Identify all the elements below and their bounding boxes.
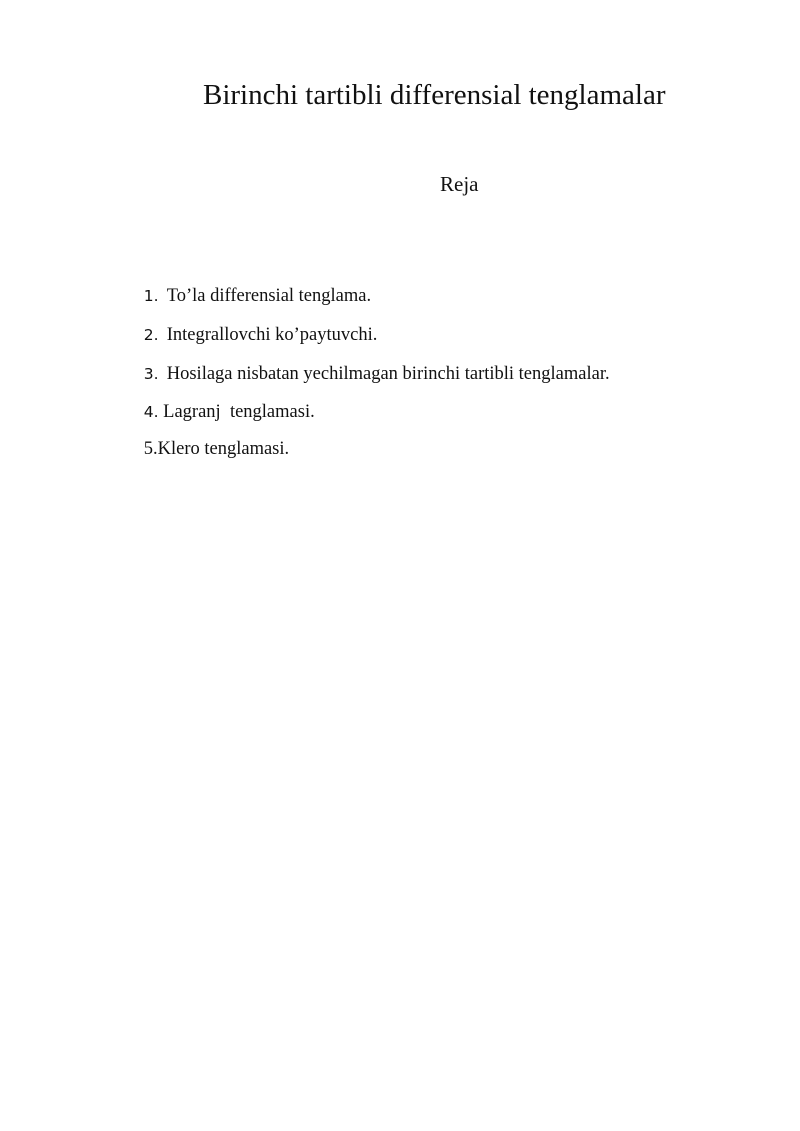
plan-item-5 xyxy=(116,413,289,485)
plan-item-text: Klero tenglamasi. xyxy=(157,439,290,459)
plan-item-number: 5. xyxy=(143,439,158,459)
plan-item-text: Lagranj tenglamasi. xyxy=(158,402,315,422)
plan-heading: Reja xyxy=(440,172,479,196)
plan-item-number: 3. xyxy=(143,365,159,383)
plan-item-text: Hosilaga nisbatan yechilmagan birinchi tartibli tenglamalar. xyxy=(166,364,610,384)
plan-item-text: Integrallovchi ko’paytuvchi. xyxy=(166,325,378,345)
plan-item-number: 1. xyxy=(143,287,159,305)
plan-item-number: 4. xyxy=(143,403,159,421)
plan-item-number: 2. xyxy=(143,326,159,344)
document-title: Birinchi tartibli differensial tenglamalar xyxy=(203,79,666,111)
plan-item-text: To’la differensial tenglama. xyxy=(166,286,372,306)
